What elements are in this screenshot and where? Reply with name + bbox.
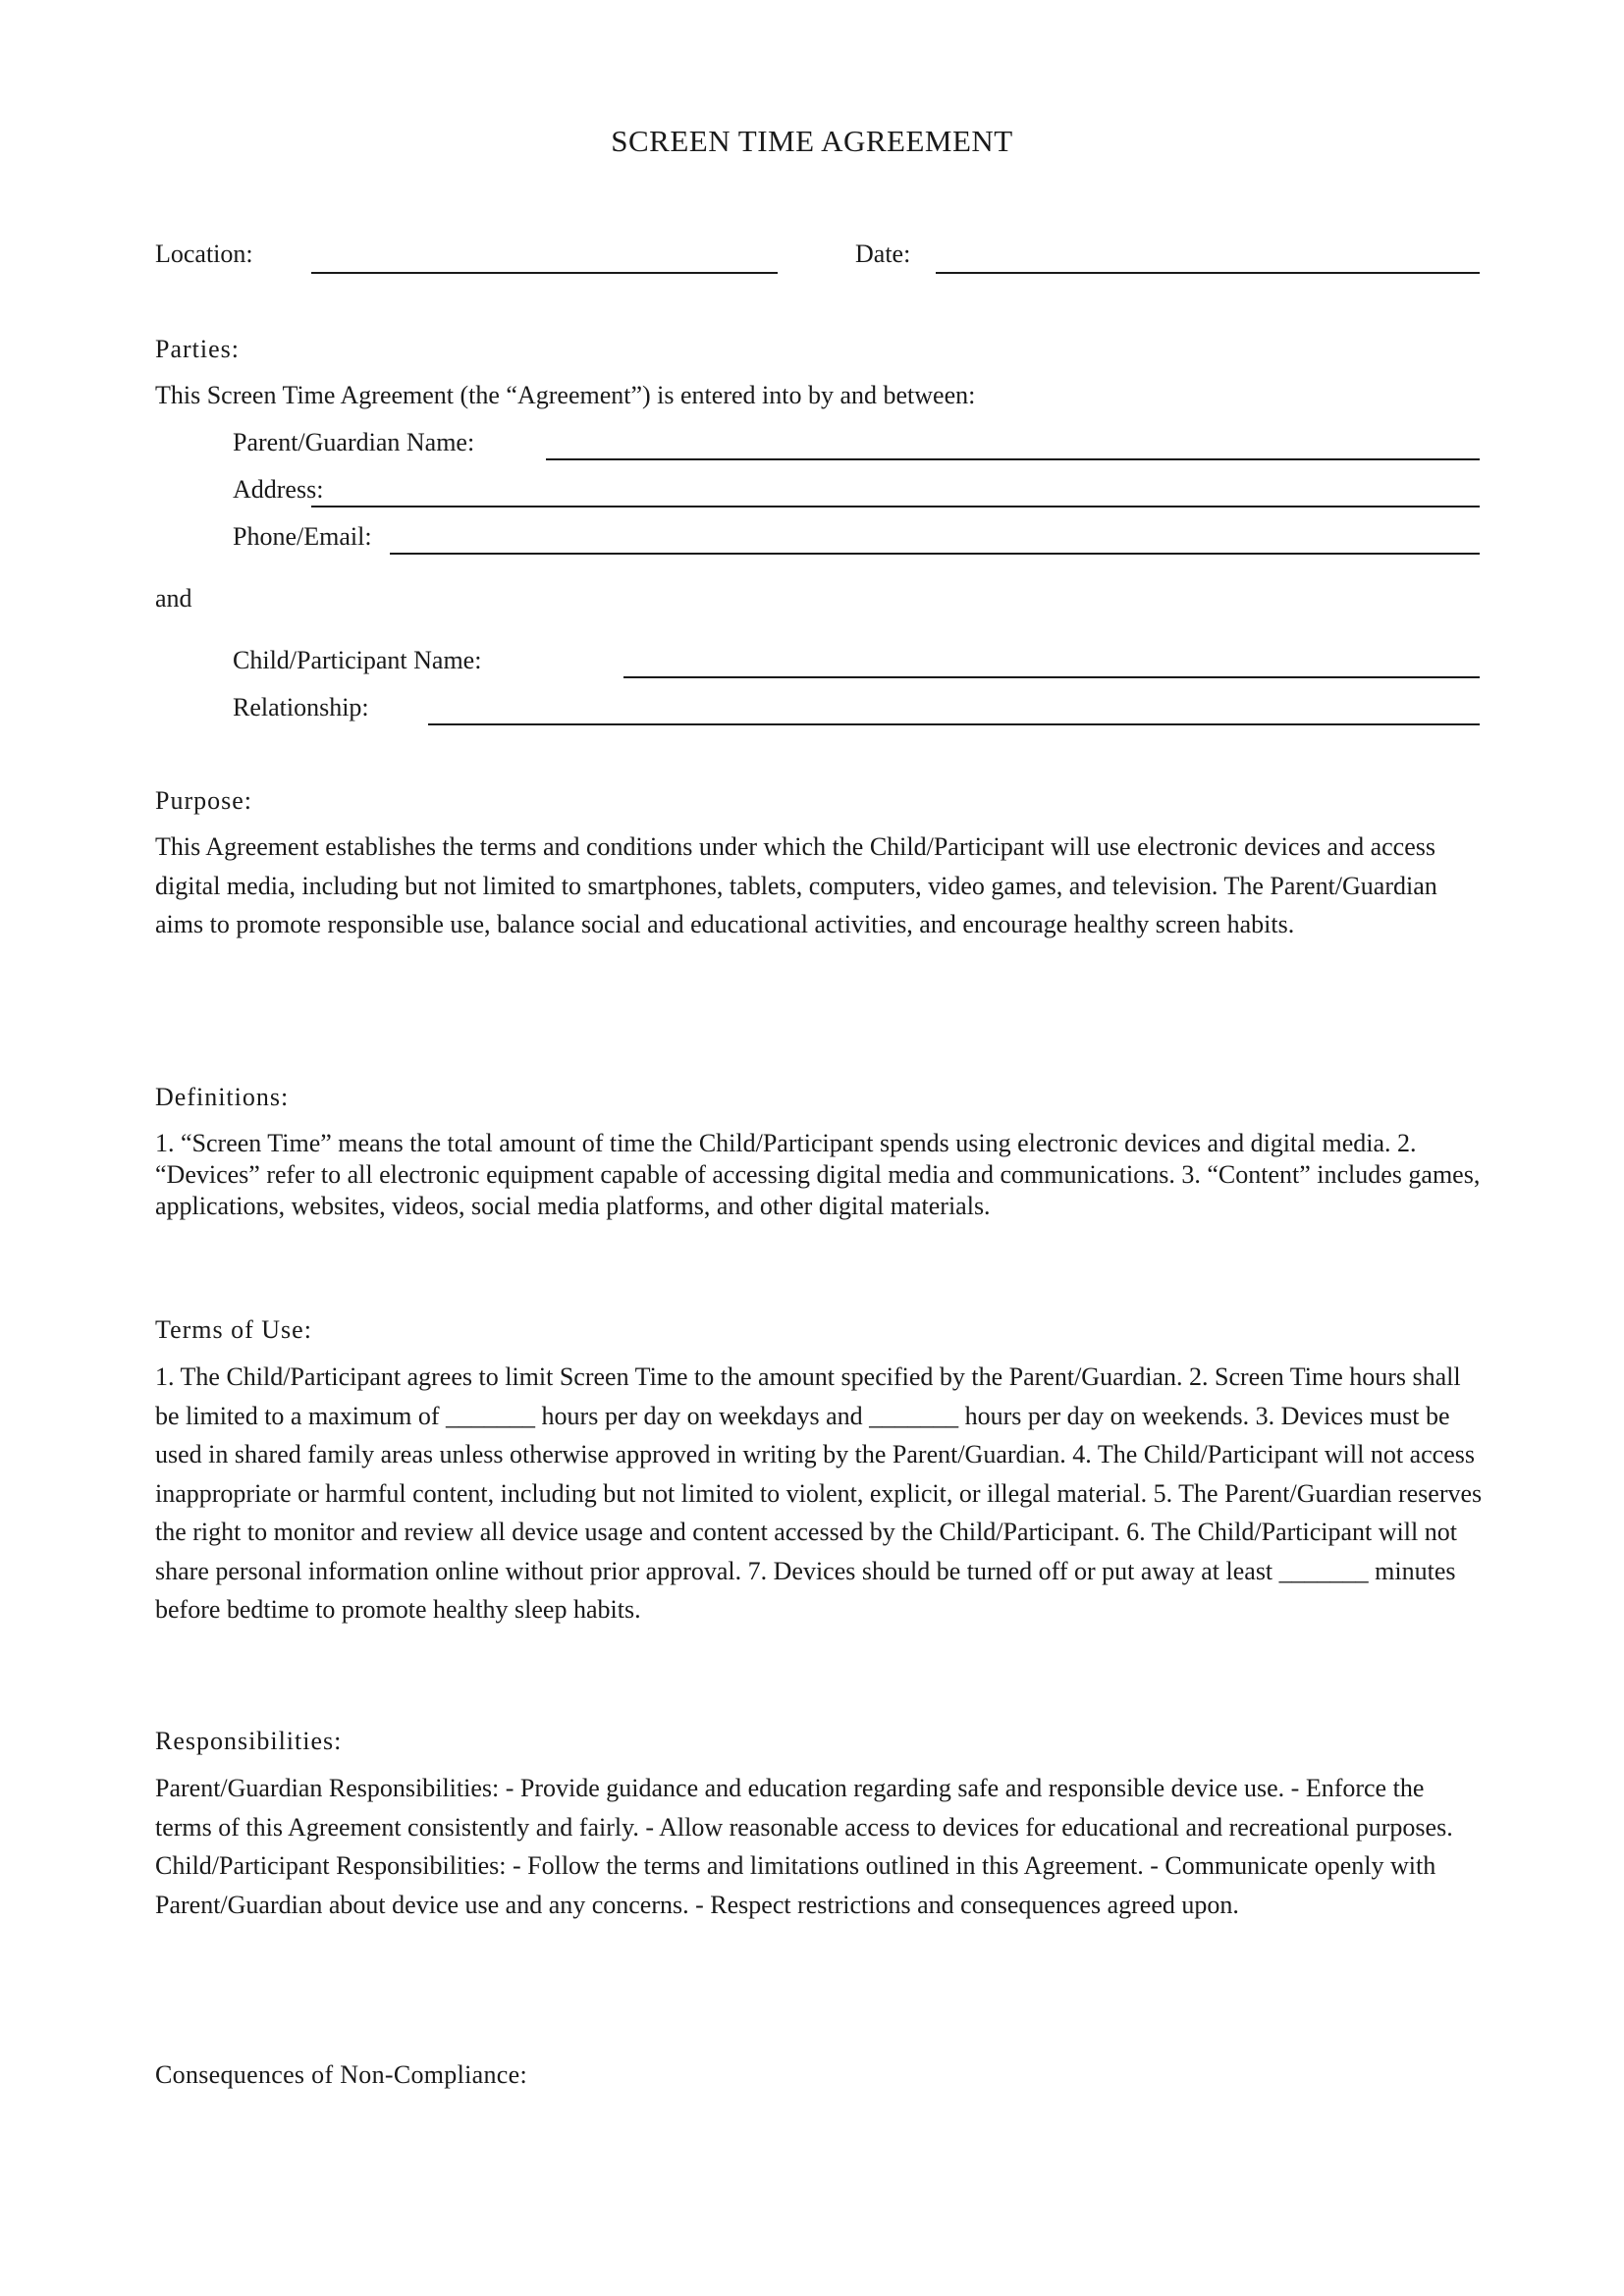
relationship-field[interactable] — [428, 723, 1480, 725]
phone-email-field[interactable] — [390, 553, 1480, 555]
terms-text: 1. The Child/Participant agrees to limit Screen Time to the amount specified by the Parent/Guardian. 2. Screen Time hours shall be limited to a maximum of _______ hours per day on weekdays and _______ hours per day on weekends. 3. Devices must be used in shared family areas unless otherwise approved in writing by the Parent/Guardian. 4. The Child/Participant will not access inappropriate or harmful content, including but not limited to violent, explicit, or illegal material. 5. The Parent/Guardian reserves the right to monitor and review all device usage and content accessed by the Child/Participant. 6. The Child/Participant will not share personal information online without prior approval. 7. Devices should be turned off or put away at least _______ minutes before bedtime to promote healthy sleep habits. — [155, 1362, 1483, 1624]
date-label: Date: — [855, 240, 911, 268]
phone-email-label: Phone/Email: — [233, 522, 372, 551]
purpose-text: This Agreement establishes the terms and conditions under which the Child/Participant will use electronic devices and access digital media, including but not limited to smartphones, tablets, computers, video games, and television. The Parent/Guardian aims to promote responsible use, balance social and educational activities, and encourage healthy screen habits. — [155, 832, 1437, 938]
location-field[interactable] — [311, 272, 778, 274]
date-field[interactable] — [936, 272, 1480, 274]
child-name-field[interactable] — [623, 676, 1480, 678]
definitions-text: 1. “Screen Time” means the total amount of time the Child/Participant spends using electronic devices and digital media. 2. “Devices” refer to all electronic equipment capable of accessing digital media and communications. 3. “Content” includes games, applications, websites, videos, social media platforms, and other digital materials. — [155, 1129, 1481, 1220]
responsibilities-text: Parent/Guardian Responsibilities: - Provide guidance and education regarding safe and responsible device use. - Enforce the terms of this Agreement consistently and fairly. - Allow reasonable access to devices for educational and recreational purposes. Child/Participant Responsibilities: - Follow the terms and limitations outlined in this Agreement. - Communicate openly with Parent/Guardian about device use and any concerns. - Respect restrictions and consequences agreed upon. — [155, 1774, 1453, 1919]
child-name-label: Child/Participant Name: — [233, 646, 482, 674]
terms-heading: Terms of Use: — [155, 1315, 312, 1344]
parent-name-field[interactable] — [546, 458, 1480, 460]
consequences-heading: Consequences of Non-Compliance: — [155, 2060, 527, 2089]
purpose-heading: Purpose: — [155, 786, 252, 815]
document-title: SCREEN TIME AGREEMENT — [611, 124, 1013, 158]
address-label: Address: — [233, 475, 324, 504]
address-field[interactable] — [311, 506, 1480, 507]
relationship-label: Relationship: — [233, 693, 369, 721]
and-text: and — [155, 584, 192, 613]
responsibilities-heading: Responsibilities: — [155, 1727, 343, 1755]
definitions-heading: Definitions: — [155, 1083, 290, 1111]
parties-heading: Parties: — [155, 335, 240, 363]
location-label: Location: — [155, 240, 253, 268]
parent-name-label: Parent/Guardian Name: — [233, 428, 475, 456]
parties-intro: This Screen Time Agreement (the “Agreement”) is entered into by and between: — [155, 381, 976, 409]
